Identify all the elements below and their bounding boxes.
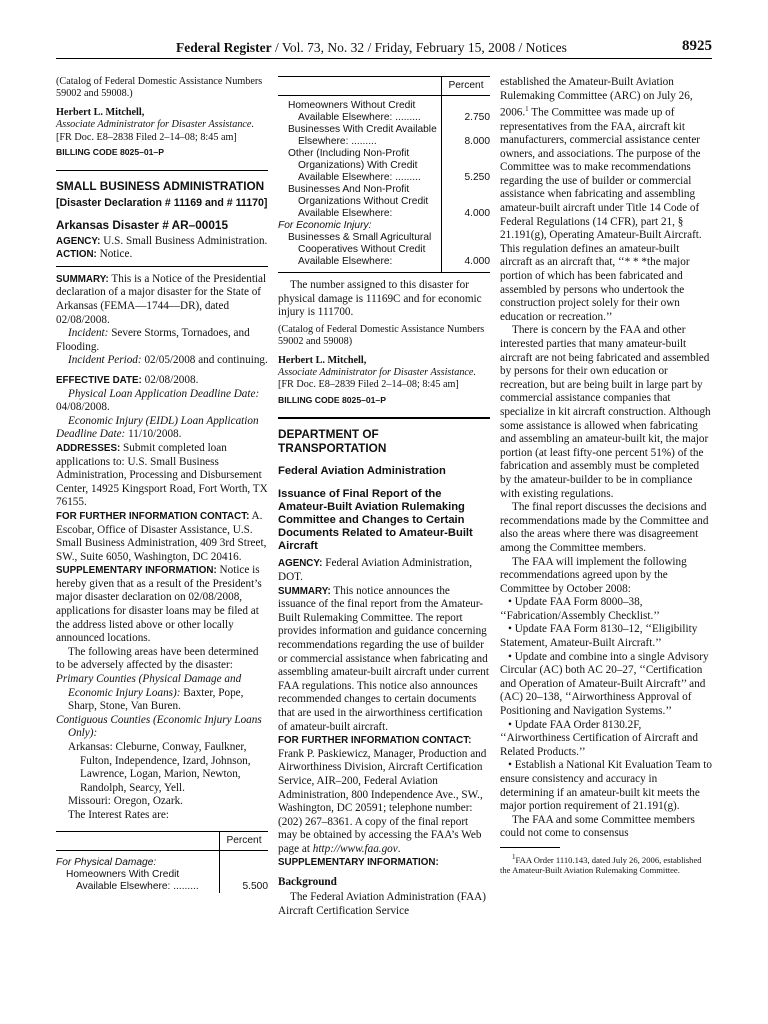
agency-label: AGENCY: [56,235,101,247]
supplementary [56,564,268,646]
journal-header [176,40,567,56]
sub-agency-heading: Federal Aviation Administration [278,465,446,478]
declaration-number: [Disaster Declaration # 11169 and # 11170] [56,196,268,209]
background-text: The Federal Aviation Administration (FAA) Aircraft Certification Service [278,891,486,917]
journal-name: Federal Register [176,40,272,55]
paragraph-3: The final report discusses the decisions and recommendations made by the Committee and also the areas where there was disagreement among the Committee members. [500,501,709,554]
incident [56,327,268,354]
signature-name: Herbert L. Mitchell, [56,106,145,118]
summary-label: SUMMARY: [278,585,331,597]
bullet-item: • Update FAA Form 8130–12, ‘‘Eligibility Statement, Amateur-Built Aircraft.’’ [500,623,698,650]
signature-title: Associate Administrator for Disaster Assistance. [56,119,255,131]
agency-label: AGENCY: [278,558,323,570]
table-group-physical: For Physical Damage: [56,856,157,868]
background-heading: Background [278,876,337,889]
billing-code: BILLING CODE 8025–01–P [56,147,164,158]
table-row-value: 5.250 [442,148,491,184]
eidl-deadline [56,415,268,442]
paragraph-1 [500,76,712,324]
summary [56,273,268,327]
footnote-ref: 1 [525,105,529,114]
page-number: 8925 [682,38,712,54]
bullet-item: • Update FAA Order 8130.2F, ‘‘Airworthiness Certification of Aircraft and Related Products.’’ [500,718,698,758]
missouri-counties: Missouri: Oregon, Ozark. [68,795,183,808]
agency-line [56,235,268,249]
summary-text: This is a Notice of the Presidential declaration of a major disaster for the State of Arkansas (FEMA—1744—DR), dated 02/08/2008. [56,272,267,326]
column-3 [500,76,712,876]
addresses-text: Submit completed loan applications to: U.S. Small Business Administration, Processing and Disbursement Center, 14925 Kingsport Road, Fort Worth, TX 76155. [56,441,268,509]
physical-deadline [56,388,268,415]
fr-doc: [FR Doc. E8–2839 Filed 2–14–08; 8:45 am] [278,379,459,391]
table-header-blank [278,77,442,96]
effective-text: 02/08/2008. [141,373,199,386]
catalog-note: (Catalog of Federal Domestic Assistance Numbers 59002 and 59008) [278,323,485,348]
disaster-title: Arkansas Disaster # AR–00015 [56,217,229,232]
primary-counties [56,673,268,714]
contact-label: FOR FURTHER INFORMATION CONTACT: [56,510,250,522]
table-row-label: Businesses With Credit Available Elsewhere: ......... [288,124,437,147]
effective-label: EFFECTIVE DATE: [56,374,142,386]
bullet-item: • Establish a National Kit Evaluation Team to ensure consistency and accuracy in determining if an amateur-built kit meets the major portion requirement of 21.191(g). [500,759,712,813]
running-header [56,36,712,59]
agency-text: Federal Aviation Administration, DOT. [278,557,473,583]
notice-title: Issuance of Final Report of the Amateur-Built Aviation Rulemaking Committee and Changes to Certain Documents Related to Amateur-Built Aircraft [278,488,473,553]
contact-label: FOR FURTHER INFORMATION CONTACT: [278,735,472,747]
period-text: 02/05/2008 and continuing. [141,354,268,367]
rates-intro: The Interest Rates are: [68,808,169,821]
eidl-label: Economic Injury (EIDL) Loan Application Deadline Date: [56,414,259,441]
contact: Frank P. Paskiewicz, Manager, Production and Airworthiness Division, Aircraft Certification Service, AIR–200, Federal Aviation Administration, 800 Independence Ave., SW., Washington, DC 20591; telephone number: (202) 267–8361. A copy of the final report may be obtained by accessing the FAA’s Web page at http://www.faa.gov. [278,747,487,855]
column-1 [56,76,268,893]
action-text: Notice. [96,248,133,261]
physical-label: Physical Loan Application Deadline Date: [68,387,260,400]
footnote-number: 1 [512,852,516,861]
bullet-item: • Update FAA Form 8000–38, ‘‘Fabrication/Assembly Checklist.’’ [500,596,660,622]
signature-title: Associate Administrator for Disaster Assistance. [278,367,477,378]
incident-label: Incident: [68,327,109,340]
table-header-blank [56,831,220,850]
addresses-label: ADDRESSES: [56,442,121,454]
table-row-label: Businesses & Small Agricultural Cooperatives Without Credit Available Elsewhere: [288,232,432,267]
signature-name: Herbert L. Mitchell, [278,354,367,366]
action-label: ACTION: [56,249,97,261]
divider [56,170,268,171]
table-row-label: Other (Including Non-Profit Organizations) With Credit Available Elsewhere: ......... [288,148,421,183]
paragraph-1-cont: The Committee was made up of representatives from the FAA, aircraft kit manufacturers, commercial assistance center owners, and associations. The purpose of the Committee was to make recommendations regarding the use of builder or commercial assistance when fabricating and assembling amateur-built aircraft under Title 14 Code of Federal Regulations (14 CFR), part 21, § 21.191(g), Operating Amateur-Built Aircraft. This regulation defines an amateur-built aircraft as an aircraft that, ‘‘* * *the major portion of which has been fabricated and assembled by persons who undertook the construction project solely for their own education or recreation.’’ [500,106,702,323]
eidl-text: 11/10/2008. [125,428,182,441]
rates-table-continued [278,76,490,273]
table-row-value: 5.500 [220,869,269,893]
footnote [500,852,712,876]
incident-text: Severe Storms, Tornadoes, and Flooding. [56,327,250,353]
department-heading: DEPARTMENT OF TRANSPORTATION [278,427,387,456]
areas-text: The following areas have been determined to be adversely affected by the disaster: [56,645,259,672]
table-row-value: 4.000 [442,232,491,273]
fr-doc: [FR Doc. E8–2838 Filed 2–14–08; 8:45 am] [56,131,237,143]
contact-text: A. Escobar, Office of Disaster Assistance, U.S. Small Business Administration, 409 3rd Street, SW., Suite 6050, Washington, DC 20416. [56,509,267,563]
period-label: Incident Period: [68,354,142,367]
effective-date [56,374,268,388]
paragraph-4: The FAA will implement the following recommendations agreed upon by the Committee by October 2008: [500,555,687,595]
agency-heading: SMALL BUSINESS ADMINISTRATION [56,178,265,193]
agency-text: U.S. Small Business Administration. [100,234,268,247]
faa-link[interactable]: http://www.faa.gov [312,842,398,855]
table-row-label: Homeowners Without Credit Available Elsewhere: ......... [288,100,421,123]
table-row-label: Homeowners With Credit Available Elsewhere: ......... [66,868,199,892]
summary-label: SUMMARY: [56,273,109,285]
table-row-value: 8.000 [442,124,491,148]
paragraph-1-text: established the Amateur-Built Aviation Rulemaking Committee (ARC) on July 26, 2006. [500,76,693,119]
primary-label: Primary Counties (Physical Damage and Economic Injury Loans): [56,673,242,699]
paragraph-5: The FAA and some Committee members could not come to consensus [500,813,695,840]
issue-meta: / Vol. 73, No. 32 / Friday, February 15, 2008 / Notices [271,40,567,55]
disaster-number-text: The number assigned to this disaster for physical damage is 11169C and for economic injury is 111700. [278,279,482,319]
incident-period [56,354,268,368]
divider [56,266,268,267]
footnote-text: FAA Order 1110.143, dated July 26, 2006, established the Amateur-Built Aviation Rulemaking Committee. [500,854,702,876]
agency-line [278,557,490,584]
summary [278,585,490,735]
table-row-label: Businesses And Non-Profit Organizations Without Credit Available Elsewhere: [288,184,429,219]
action-line [56,248,268,262]
arkansas-counties: Arkansas: Cleburne, Conway, Faulkner, Fulton, Independence, Izard, Johnson, Lawrence, Logan, Marion, Newton, Randolph, Searcy, Yell. [68,741,251,794]
catalog-note: (Catalog of Federal Domestic Assistance Numbers 59002 and 59008.) [56,76,263,100]
bullet-item: • Update and combine into a single Advisory Circular (AC) both AC 20–27, ‘‘Certification and Operation of Amateur-Built Aircraft’’ and (AC) 20–138, ‘‘Airworthiness Approval of Positioning and Navigation Systems.’’ [500,650,709,718]
column-2 [278,76,490,918]
supp-text: Notice is hereby given that as a result of the President’s major disaster declaration on 02/08/2008, applications for disaster loans may be filed at the address listed above or other locally announced locations. [56,564,262,645]
billing-code: BILLING CODE 8025–01–P [278,394,386,405]
table-row-value: 4.000 [442,184,491,220]
supp-label: SUPPLEMENTARY INFORMATION: [278,857,439,869]
primary-text: Baxter, Pope, Sharp, Stone, Van Buren. [68,686,244,713]
physical-text: 04/08/2008. [56,401,110,414]
supp-label: SUPPLEMENTARY INFORMATION: [56,565,217,577]
summary-text: This notice announces the issuance of the final report from the Amateur-Built Rulemaking Committee. The report provides information and guidance concerning recommendations regarding the use of builder or commercial assistance when fabricating and assembling amateur-built aircraft under current FAA regulations. This notice also announces recommended changes to certain documents that are used in the airworthiness certification of amateur-built aircraft. [278,584,490,733]
table-row-value: 2.750 [442,96,491,125]
table-header-percent: Percent [442,77,491,96]
addresses [56,442,268,510]
table-header-percent: Percent [220,831,269,850]
paragraph-2: There is concern by the FAA and other interested parties that many amateur-built aircraft are not being fabricated and assembled by persons for their own education or recreation, but are being built in large part by commercial assistance companies that specialize in kit aircraft construction. Although some assistance is allowed when fabricating and assembling an amateur-built kit, the major portion (at least fifty-one percent 51%) of the fabrication and assembly must be completed by the amateur-builder to be in compliance with existing regulations. [500,324,711,500]
table-group-economic: For Economic Injury: [278,220,372,231]
contiguous-label: Contiguous Counties (Economic Injury Loans Only): [56,713,262,740]
divider [278,417,490,419]
rates-table [56,831,268,893]
contact-text: Frank P. Paskiewicz, Manager, Production and Airworthiness Division, Aircraft Certification Service, AIR–200, Federal Aviation Administration, 800 Independence Ave., SW., Washington, DC 20591; telephone number: (202) 267–8361. A copy of the final report may be obtained by accessing the FAA’s Web page at [278,747,487,855]
contact [56,510,268,564]
